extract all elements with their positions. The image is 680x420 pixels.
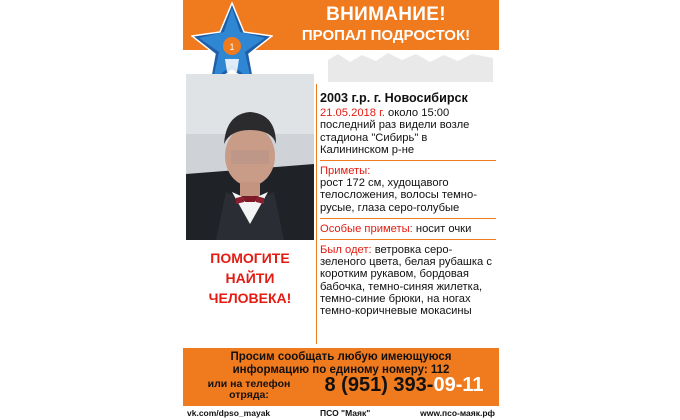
signs-label: Приметы: [320, 165, 371, 178]
signs-block [320, 165, 496, 219]
poster-title-missing: ПРОПАЛ ПОДРОСТОК! [301, 27, 471, 44]
torn-edge-decoration [328, 52, 493, 82]
help-line-3: ЧЕЛОВЕКА! [208, 290, 292, 306]
special-signs-text: носит очки [412, 222, 472, 235]
squad-phone-line-1: или на телефон [207, 378, 291, 390]
signs-text: рост 172 см, худощавого телосложения, волосы темно-русые, глаза серо-голубые [320, 177, 477, 214]
help-find-text [183, 248, 317, 308]
help-line-1: ПОМОГИТЕ [210, 250, 290, 266]
site-link[interactable]: www.псо-маяк.рф [420, 408, 495, 418]
report-line-1: Просим сообщать любую имеющуюся [230, 351, 452, 363]
missing-person-photo [186, 74, 314, 240]
vk-link[interactable]: vk.com/dpso_mayak [187, 408, 271, 418]
squad-phone-label [185, 379, 313, 401]
missing-person-poster [183, 0, 499, 420]
special-signs-label: Особые приметы: [320, 222, 413, 235]
column-divider [316, 84, 317, 344]
clothes-block [320, 244, 496, 321]
svg-text:1: 1 [229, 42, 235, 52]
squad-phone-line-2: отряда: [229, 389, 269, 401]
phone-end: 09-11 [433, 374, 484, 396]
missing-date: 21.05.2018 г. [320, 107, 385, 120]
squad-phone-number[interactable] [311, 374, 497, 397]
last-seen-block [320, 107, 496, 161]
clothes-text: ветровка серо-зеленого цвета, белая рубашка с коротким рукавом, бордовая бабочка, темно-синяя жилетка, темно-синие брюки, на ногах темно-коричневые мокасины [320, 244, 492, 318]
birth-year-city: 2003 г.р. г. Новосибирск [320, 91, 468, 105]
phone-main: 8 (951) 393- [324, 374, 434, 396]
help-line-2: НАЙТИ [225, 270, 275, 286]
report-line-2: информацию по единому номеру: 112 [232, 364, 450, 376]
last-seen-text: около 15:00 последний раз видели возле стадиона "Сибирь" в Калининском р-не [320, 107, 470, 156]
poster-title-attention: ВНИМАНИЕ! [326, 4, 446, 25]
person-info [320, 92, 496, 325]
org-name: ПСО "Маяк" [320, 408, 371, 418]
clothes-label: Был одет: [320, 244, 372, 257]
special-signs-block [320, 223, 496, 240]
contact-links [183, 406, 499, 420]
